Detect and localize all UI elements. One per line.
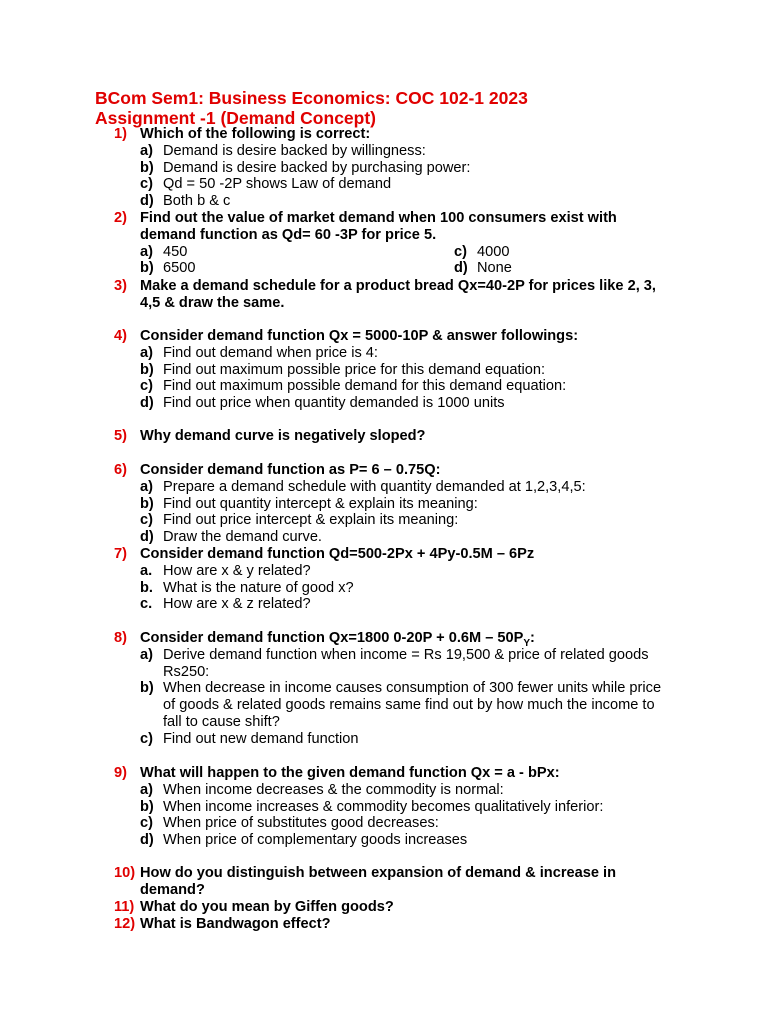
question-8 — [114, 630, 674, 748]
question-text: What do you mean by Giffen goods? — [140, 899, 394, 915]
option-label: a) — [140, 344, 153, 361]
question-5 — [114, 428, 674, 445]
question-number: 11) — [114, 899, 135, 915]
option — [114, 580, 674, 597]
question-number: 5) — [114, 428, 127, 444]
question-4 — [114, 328, 674, 412]
option — [114, 832, 674, 849]
question-text: Find out the value of market demand when 100 consumers exist with demand function as Qd= 60 -3P for price 5. — [140, 210, 617, 243]
option-text: When income increases & commodity becomes qualitatively inferior: — [163, 798, 604, 815]
question-6 — [114, 462, 674, 546]
option — [454, 244, 509, 261]
question-7 — [114, 546, 674, 613]
option-text: Find out quantity intercept & explain its meaning: — [163, 495, 478, 512]
option-text: When price of complementary goods increases — [163, 832, 468, 849]
option — [114, 647, 674, 681]
option-label: b) — [140, 159, 154, 176]
option-text: Find out new demand function — [163, 730, 359, 747]
option — [140, 244, 187, 261]
option-label: c) — [140, 730, 153, 747]
option-label: d) — [140, 529, 154, 546]
option — [114, 529, 674, 546]
question-text: What will happen to the given demand function Qx = a - bPx: — [140, 765, 560, 781]
question-number: 8) — [114, 630, 127, 646]
option-label: b) — [140, 495, 154, 512]
option-text: Draw the demand curve. — [163, 529, 322, 546]
option — [114, 160, 674, 177]
option-label: c) — [140, 176, 153, 193]
option-row — [114, 260, 674, 277]
option — [114, 193, 674, 210]
course-title: BCom Sem1: Business Economics: COC 102-1 2023 — [95, 88, 528, 108]
option — [114, 731, 674, 748]
question-text: How do you distinguish between expansion of demand & increase in demand? — [140, 865, 616, 898]
option — [114, 596, 674, 613]
question-text: Consider demand function as P= 6 – 0.75Q: — [140, 462, 441, 478]
option — [114, 395, 674, 412]
option-text: Demand is desire backed by purchasing power: — [163, 159, 471, 176]
option-text: When price of substitutes good decreases: — [163, 815, 439, 832]
question-text: Which of the following is correct: — [140, 126, 371, 142]
subscript: Y — [523, 637, 531, 649]
option — [454, 260, 512, 277]
option-label: c) — [140, 815, 153, 832]
option-label: b) — [140, 361, 154, 378]
option-label: a) — [140, 646, 153, 663]
question-text: Make a demand schedule for a product bread Qx=40-2P for prices like 2, 3, 4,5 & draw the same. — [140, 278, 656, 311]
option-text: 6500 — [163, 260, 196, 277]
question-number: 10) — [114, 865, 136, 881]
option-label: b) — [140, 680, 154, 697]
question-number: 7) — [114, 546, 127, 562]
option-text: Find out maximum possible demand for this demand equation: — [163, 378, 567, 395]
option-text: Demand is desire backed by willingness: — [163, 142, 426, 159]
option-label: b) — [140, 260, 154, 277]
option-text: Find out maximum possible price for this demand equation: — [163, 361, 546, 378]
option-label: a) — [140, 142, 153, 159]
option-label: c) — [140, 512, 153, 529]
question-text: What is Bandwagon effect? — [140, 916, 331, 932]
question-12 — [114, 916, 674, 933]
option-label: c. — [140, 596, 153, 613]
option — [114, 799, 674, 816]
question-text-end: : — [530, 630, 535, 646]
option-text: 450 — [163, 243, 188, 260]
option — [114, 362, 674, 379]
option — [140, 260, 195, 277]
assignment-title: Assignment -1 (Demand Concept) — [95, 108, 376, 128]
question-number: 6) — [114, 462, 127, 478]
option — [114, 815, 674, 832]
question-number: 3) — [114, 278, 127, 294]
question-1 — [114, 126, 674, 210]
question-3 — [114, 278, 674, 312]
option-text: None — [477, 260, 512, 277]
option-text: Find out price intercept & explain its meaning: — [163, 512, 459, 529]
option — [114, 345, 674, 362]
option — [114, 563, 674, 580]
question-text — [140, 630, 674, 647]
option — [114, 782, 674, 799]
option-label: a. — [140, 562, 153, 579]
option-row — [114, 244, 674, 261]
question-number: 9) — [114, 765, 127, 781]
question-number: 12) — [114, 916, 136, 932]
question-10 — [114, 865, 674, 899]
question-11 — [114, 899, 674, 916]
option — [114, 512, 674, 529]
option-label: c) — [140, 378, 153, 395]
option-text: How are x & y related? — [163, 562, 311, 579]
option-text: Qd = 50 -2P shows Law of demand — [163, 176, 392, 193]
option-text: What is the nature of good x? — [163, 579, 354, 596]
option-label: d) — [140, 395, 154, 412]
option-text: Find out demand when price is 4: — [163, 344, 378, 361]
option-text: Derive demand function when income = Rs 19,500 & price of related goods Rs250: — [163, 646, 649, 680]
option-text: When income decreases & the commodity is normal: — [163, 781, 504, 798]
option-label: a) — [140, 781, 153, 798]
option — [114, 496, 674, 513]
question-text-main: Consider demand function Qx=1800 0-20P + 0.6M – 50P — [140, 630, 524, 646]
option-text: How are x & z related? — [163, 596, 311, 613]
option-text: Prepare a demand schedule with quantity demanded at 1,2,3,4,5: — [163, 478, 586, 495]
option-label: d) — [140, 832, 154, 849]
question-9 — [114, 765, 674, 849]
option-text: When decrease in income causes consumption of 300 fewer units while price of goods & related goods remains same find out by how much the income to fall to cause shift? — [163, 680, 662, 730]
question-number: 2) — [114, 210, 127, 226]
option-label: d) — [454, 260, 468, 277]
option — [114, 479, 674, 496]
question-text: Consider demand function Qx = 5000-10P & answer followings: — [140, 328, 579, 344]
option — [114, 680, 674, 730]
option-label: c) — [454, 243, 467, 260]
option-label: d) — [140, 193, 154, 210]
question-number: 4) — [114, 328, 127, 344]
option-label: b) — [140, 798, 154, 815]
option — [114, 176, 674, 193]
option-text: 4000 — [477, 243, 510, 260]
option-text: Both b & c — [163, 193, 231, 210]
question-number: 1) — [114, 126, 127, 142]
option-label: a) — [140, 478, 153, 495]
option-label: b. — [140, 579, 153, 596]
option-label: a) — [140, 243, 153, 260]
question-text: Why demand curve is negatively sloped? — [140, 428, 426, 444]
option — [114, 378, 674, 395]
question-2 — [114, 210, 674, 277]
option-text: Find out price when quantity demanded is 1000 units — [163, 395, 505, 412]
question-text: Consider demand function Qd=500-2Px + 4Py-0.5M – 6Pz — [140, 546, 535, 562]
option — [114, 143, 674, 160]
